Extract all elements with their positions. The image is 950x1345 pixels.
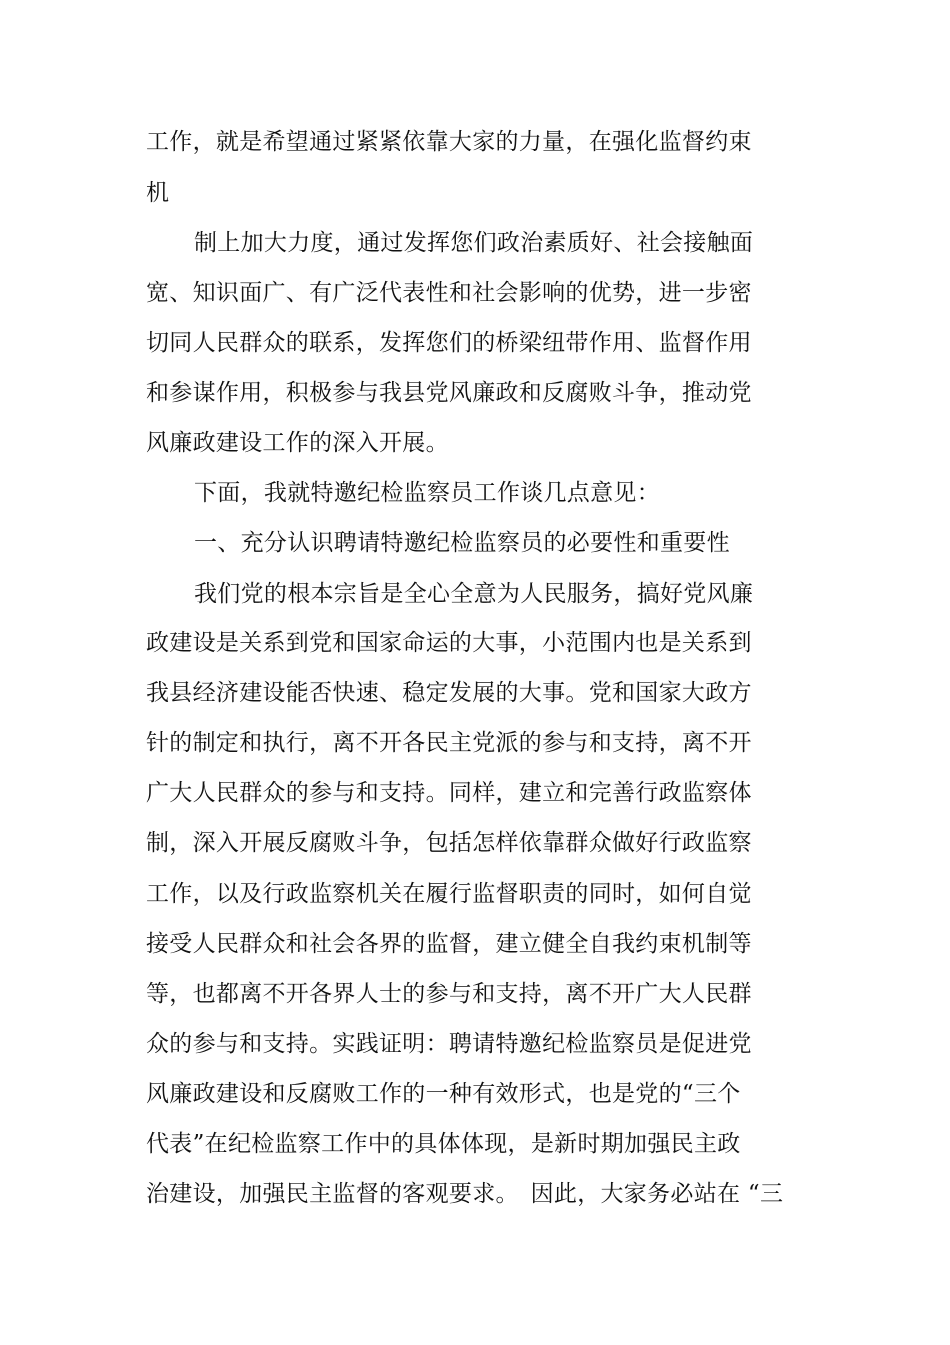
text-line: 风廉政建设和反腐败工作的一种有效形式，也是党的“三个 [146, 1081, 741, 1107]
text-line: 风廉政建设工作的深入开展。 [146, 430, 449, 456]
section-heading: 一、充分认识聘请特邀纪检监察员的必要性和重要性 [194, 530, 730, 556]
text-line: 众的参与和支持。实践证明：聘请特邀纪检监察员是促进党 [146, 1031, 752, 1057]
paragraph-start-line: 制上加大力度，通过发挥您们政治素质好、社会接触面 [194, 230, 754, 256]
text-line: 针的制定和执行，离不开各民主党派的参与和支持，离不开 [146, 730, 752, 756]
text-line: 我县经济建设能否快速、稳定发展的大事。党和国家大政方 [146, 680, 752, 706]
paragraph-start-line: 下面，我就特邀纪检监察员工作谈几点意见： [194, 480, 660, 506]
text-line: 代表”在纪检监察工作中的具体体现，是新时期加强民主政 [146, 1131, 741, 1157]
text-line: 政建设是关系到党和国家命运的大事，小范围内也是关系到 [146, 630, 752, 656]
text-line: 等，也都离不开各界人士的参与和支持，离不开广大人民群 [146, 981, 752, 1007]
text-line: 接受人民群众和社会各界的监督，建立健全自我约束机制等 [146, 931, 752, 957]
text-line: 和参谋作用，积极参与我县党风廉政和反腐败斗争，推动党 [146, 380, 752, 406]
text-line: 广大人民群众的参与和支持。同样，建立和完善行政监察体 [146, 780, 752, 806]
text-line: 制，深入开展反腐败斗争，包括怎样依靠群众做好行政监察 [146, 830, 752, 856]
text-line: 工作，以及行政监察机关在履行监督职责的同时，如何自觉 [146, 881, 752, 907]
text-line: 宽、知识面广、有广泛代表性和社会影响的优势，进一步密 [146, 280, 752, 306]
text-line: 切同人民群众的联系，发挥您们的桥梁纽带作用、监督作用 [146, 330, 752, 356]
paragraph-start-line: 我们党的根本宗旨是全心全意为人民服务，搞好党风廉 [194, 581, 754, 607]
text-line: 工作，就是希望通过紧紧依靠大家的力量，在强化监督约束 [146, 129, 752, 155]
text-line: 机 [146, 180, 170, 206]
text-line: 治建设，加强民主监督的客观要求。 因此，大家务必站在 “三 [146, 1181, 784, 1207]
